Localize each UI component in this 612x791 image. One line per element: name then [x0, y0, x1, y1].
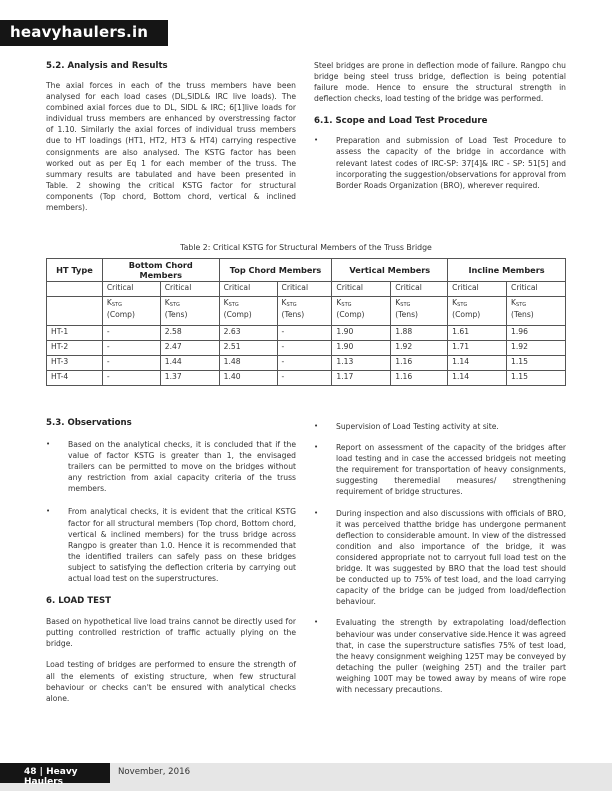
- table-row: [47, 326, 566, 341]
- table-header-row: [47, 259, 566, 282]
- observation-bullet-text: Based on the analytical checks, it is concluded that if the value of factor KSTG is greater than 1, the envisaged trailers can be permitted to move on the bridges without any restriction from axial capacity criteria of the truss members.: [68, 440, 296, 494]
- observation-bullet-text: From analytical checks, it is evident that the critical KSTG factor for all structural members (Top chord, Bottom chord, vertical & inclined members) for the truss bridge across Rangpo is greater than 1.0. Hence it is recommended that the identified trailers can safely pass on these bridges subject to satisfying the deflection criteria by carrying out actual load test on the superstructures.: [68, 507, 296, 584]
- symbol-cell: $K_{STG}$ (Tens): [277, 297, 332, 326]
- subheader-cell: Critical: [332, 282, 391, 297]
- procedure-bullet: [314, 421, 566, 432]
- row-value: 1.88: [391, 326, 448, 341]
- row-value: 1.37: [160, 371, 219, 386]
- header-ht-type: HT Type: [47, 259, 103, 282]
- header-vertical: Vertical Members: [332, 259, 448, 282]
- subheader-cell: Critical: [507, 282, 566, 297]
- subheader-cell: Critical: [219, 282, 277, 297]
- scope-bullet-text: Preparation and submission of Load Test Procedure to assess the capacity of the bridge in accordance with relevant latest codes of IRC-SP: 37[4]& IRC - SP: 51[5] and incorporating the suggestion/observations for approval from Border Roads Organization (BRO), wherever required.: [336, 136, 566, 190]
- header-incline: Incline Members: [448, 259, 566, 282]
- procedure-bullet: [314, 617, 566, 695]
- observations-section: [46, 417, 296, 704]
- row-value: 1.44: [160, 356, 219, 371]
- footer-separator: |: [39, 767, 43, 777]
- row-value: 1.14: [448, 356, 507, 371]
- header-bottom-chord: Bottom Chord Members: [102, 259, 219, 282]
- deflection-paragraph: Steel bridges are prone in deflection mode of failure. Rangpo chu bridge being steel truss bridge, deflection is being potential failure mode. Hence to ensure the structural strength in deflection checks, load testing of the bridge was performed.: [314, 61, 566, 104]
- symbol-cell: $K_{STG}$ (Comp): [219, 297, 277, 326]
- subheader-cell: Critical: [102, 282, 160, 297]
- row-value: -: [277, 371, 332, 386]
- row-value: 1.61: [448, 326, 507, 341]
- row-value: 1.96: [507, 326, 566, 341]
- table-subheader-row: [47, 282, 566, 297]
- site-title: heavyhaulers.in: [10, 23, 149, 41]
- analysis-section: [46, 60, 296, 213]
- row-ht-type: HT-1: [47, 326, 103, 341]
- row-value: 1.90: [332, 341, 391, 356]
- symbol-cell: $K_{STG}$ (Comp): [332, 297, 391, 326]
- row-value: 1.40: [219, 371, 277, 386]
- header-top-chord: Top Chord Members: [219, 259, 332, 282]
- row-value: 1.92: [507, 341, 566, 356]
- observation-bullet: [46, 439, 296, 494]
- footer-page-tag: [0, 763, 110, 787]
- row-ht-type: HT-2: [47, 341, 103, 356]
- table-caption: Table 2: Critical KSTG for Structural Members of the Truss Bridge: [180, 243, 432, 252]
- row-value: 1.16: [391, 356, 448, 371]
- load-test-paragraph: Based on hypothetical live load trains cannot be directly used for putting controlled restriction of traffic actually plying on the bridge.: [46, 617, 296, 649]
- row-value: 1.14: [448, 371, 507, 386]
- load-test-procedure-bullets: [314, 421, 566, 695]
- subheader-cell: Critical: [448, 282, 507, 297]
- table-row: [47, 371, 566, 386]
- observations-heading: 5.3. Observations: [46, 418, 132, 428]
- symbol-blank: [47, 297, 103, 326]
- row-value: 2.51: [219, 341, 277, 356]
- row-value: 1.15: [507, 371, 566, 386]
- table-row: [47, 341, 566, 356]
- page-number: 48: [24, 767, 37, 777]
- load-test-heading: 6. LOAD TEST: [46, 596, 112, 607]
- subheader-cell: Critical: [160, 282, 219, 297]
- row-value: -: [102, 371, 160, 386]
- row-ht-type: HT-4: [47, 371, 103, 386]
- row-value: 2.47: [160, 341, 219, 356]
- load-test-paragraph: Load testing of bridges are performed to ensure the strength of all the elements of existing structure, when few structural behaviour or checks can't be ensured with analytical checks alone.: [46, 660, 296, 703]
- analysis-heading: 5.2. Analysis and Results: [46, 61, 168, 71]
- row-value: 1.16: [391, 371, 448, 386]
- row-value: 2.63: [219, 326, 277, 341]
- observation-bullet: [46, 506, 296, 584]
- table-row: [47, 356, 566, 371]
- issue-date: November, 2016: [118, 767, 191, 777]
- publication-name: Heavy Haulers: [24, 767, 78, 787]
- symbol-cell: $K_{STG}$ (Tens): [160, 297, 219, 326]
- procedure-bullet-text: Evaluating the strength by extrapolating load/deflection behaviour was under conservative side.Hence it was agreed that, in case the superstructure satisfies 75% of test load, the heavy consignment weighing 125T may be conveyed by detaching the puller (weighing 25T) and the trailer part weighing 100T may be towed away by means of wire rope with necessary precautions.: [336, 618, 566, 694]
- row-value: 1.90: [332, 326, 391, 341]
- subheader-blank: [47, 282, 103, 297]
- subheader-cell: Critical: [391, 282, 448, 297]
- row-value: 1.15: [507, 356, 566, 371]
- symbol-cell: $K_{STG}$ (Comp): [102, 297, 160, 326]
- procedure-bullet-text: Report on assessment of the capacity of the bridges after load testing and in case the accessed bridgeis not meeting the requirement for transportation of heavy consignments, suggesting theremedial measures/ strengthening requirement of bridge structures.: [336, 443, 566, 497]
- row-value: -: [102, 326, 160, 341]
- procedure-bullet-text: Supervision of Load Testing activity at site.: [336, 422, 499, 431]
- row-value: -: [277, 341, 332, 356]
- subheader-cell: Critical: [277, 282, 332, 297]
- row-value: 1.17: [332, 371, 391, 386]
- row-value: 1.92: [391, 341, 448, 356]
- row-value: -: [277, 356, 332, 371]
- symbol-cell: $K_{STG}$ (Tens): [391, 297, 448, 326]
- symbol-cell: $K_{STG}$ (Comp): [448, 297, 507, 326]
- row-value: 2.58: [160, 326, 219, 341]
- table-symbol-row: [47, 297, 566, 326]
- kstg-table: [46, 258, 566, 386]
- scope-section: [314, 60, 566, 191]
- procedure-bullet-text: During inspection and also discussions with officials of BRO, it was perceived thatthe bridge has undergone permanent deflection to considerable amount. In view of the distressed condition and also importance of the bridge, it was considered appropriate not to carryout full load test on the bridge. It was suggested by BRO that the load test should be conducted up to 75% of test load, and the load carrying capacity of the bridge can be judged from load/deflection behaviour.: [336, 508, 566, 607]
- scope-heading: 6.1. Scope and Load Test Procedure: [314, 116, 488, 127]
- masthead: [0, 20, 168, 46]
- page-footer: [0, 763, 612, 791]
- procedure-bullet: [314, 442, 566, 497]
- row-value: -: [277, 326, 332, 341]
- row-value: 1.13: [332, 356, 391, 371]
- scope-bullet: [314, 135, 566, 190]
- row-value: -: [102, 341, 160, 356]
- row-value: 1.48: [219, 356, 277, 371]
- row-ht-type: HT-3: [47, 356, 103, 371]
- analysis-paragraph: The axial forces in each of the truss members have been analysed for each load cases (DL,SIDL& IRC live loads). The combined axial forces due to DL, SIDL & IRC; 6[1]live loads for individual truss members are enhanced by overstressing factor of 1.10. Similarly the axial forces of individual truss members due to HT loadings (HT1, HT2, HT3 & HT4) carrying respective consignments are also analysed. The KSTG factor has been worked out as per Eq 1 for each member of the truss. The summary results are tabulated and have been presented in Table. 2 showing the critical KSTG factor for structural components (Top chord, Bottom chord, vertical & inclined members).: [46, 81, 296, 213]
- row-value: -: [102, 356, 160, 371]
- procedure-bullet: [314, 508, 566, 608]
- symbol-cell: $K_{STG}$ (Tens): [507, 297, 566, 326]
- row-value: 1.71: [448, 341, 507, 356]
